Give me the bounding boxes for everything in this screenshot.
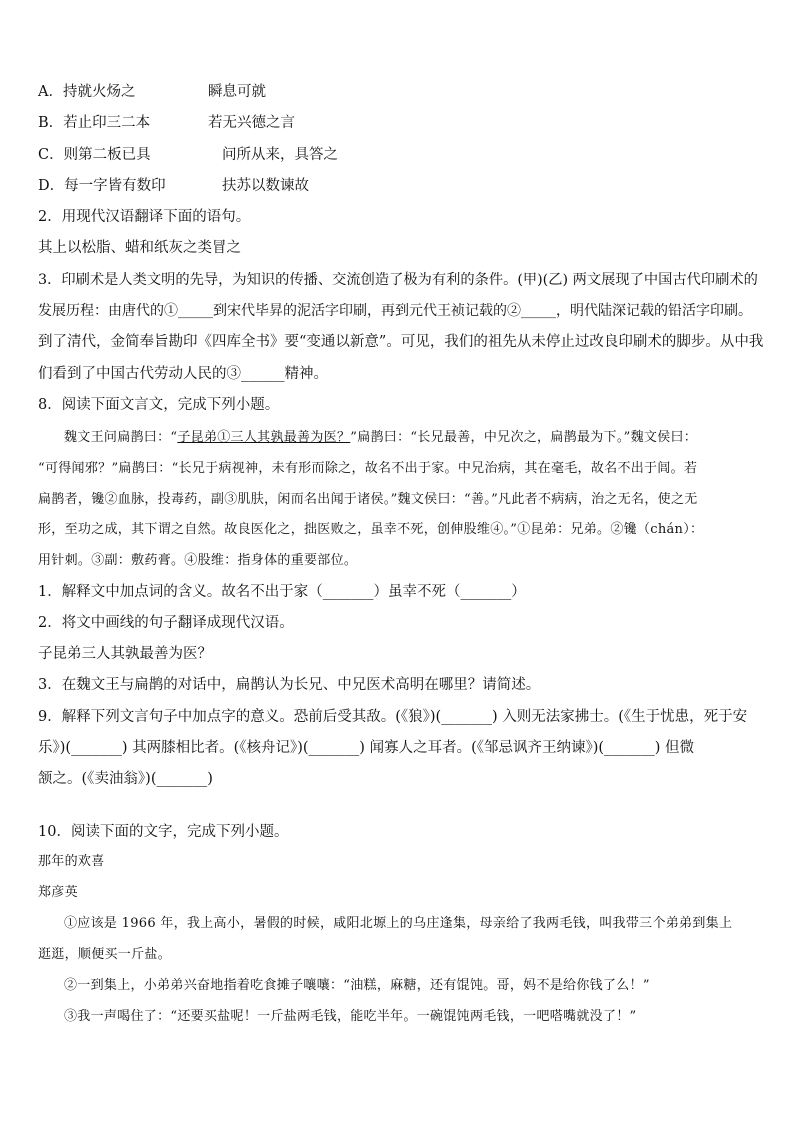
q9-line-1: 9．解释下列文言句子中加点字的意义。恐前后受其敌。(《狼》)(_______) 入则无法家拂士。(《生于忧患，死于安 xyxy=(38,709,748,725)
option-c-left: C．则第二板已具 xyxy=(38,147,151,163)
q10-para-2: ②一到集上，小弟弟兴奋地指着吃食摊子嚷嚷：“油糕，麻糖，还有馄饨。哥，妈不是给你钱了么！” xyxy=(64,978,650,993)
option-c xyxy=(38,145,151,165)
q8-sub1: 1．解释文中加点词的含义。故名不出于家（_______）虽幸不死（_______） xyxy=(38,584,526,600)
q3-line-4: 们看到了中国古代劳动人民的③______精神。 xyxy=(38,366,328,382)
q2-title: 2．用现代汉语翻译下面的语句。 xyxy=(38,209,251,225)
option-b-left: B．若止印三二本 xyxy=(38,115,151,131)
option-b xyxy=(38,113,150,133)
option-c-right: 问所从来，具答之 xyxy=(222,147,338,163)
option-a xyxy=(38,82,135,102)
q8-passage-line-1 xyxy=(64,428,697,448)
q10-article-title: 那年的欢喜 xyxy=(38,854,105,869)
q8-passage-line-5: 用针刺。③副：敷药膏。④股维：指身体的重要部位。 xyxy=(38,553,358,568)
q8-passage-line-3: 扁鹊者，镵②血脉，投毒药，副③肌肤，闲而名出闻于诸侯。”魏文侯曰：“善。”凡此者不病病，治之无名，使之无 xyxy=(38,492,698,507)
option-a-left: A．持就火炀之 xyxy=(38,84,136,100)
q8-passage-1a: 魏文王问扁鹊曰：“ xyxy=(64,430,178,445)
q8-passage-1b: ”扁鹊曰：“长兄最善，中兄次之，扁鹊最为下。”魏文侯曰： xyxy=(350,430,698,445)
option-d xyxy=(38,176,166,196)
q2-sentence: 其上以松脂、蜡和纸灰之类冒之 xyxy=(38,240,241,256)
q8-sub2-sentence: 子昆弟三人其孰最善为医？ xyxy=(38,646,212,662)
q10-para-3: ③我一声喝住了：“还要买盐呢！一斤盐两毛钱，能吃半年。一碗馄饨两毛钱，一吧嗒嘴就没了！” xyxy=(64,1009,637,1024)
q9-line-3: 颔之。(《卖油翁》)(_______) xyxy=(38,771,213,787)
q10-author: 郑彦英 xyxy=(38,885,78,900)
option-a-right: 瞬息可就 xyxy=(208,84,266,100)
q8-sub2: 2．将文中画线的句子翻译成现代汉语。 xyxy=(38,615,294,631)
option-b-right: 若无兴德之言 xyxy=(208,115,295,131)
q8-passage-line-2: “可得闻邪？”扁鹊曰：“长兄于病视神，未有形而除之，故名不出于家。中兄治病，其在毫毛，故名不出于闾。若 xyxy=(38,461,698,476)
q10-para-1a: ①应该是 1966 年，我上高小，暑假的时候，咸阳北塬上的乌庄逢集，母亲给了我两毛钱，叫我带三个弟弟到集上 xyxy=(64,916,733,931)
q9-line-2: 乐》)(_______) 其两膝相比者。(《核舟记》)(_______) 闻寡人之耳者。(《邹忌讽齐王纳谏》)(_______) 但微 xyxy=(38,740,695,756)
q8-passage-line-4: 形，至功之成，其下谓之自然。故良医化之，拙医败之，虽幸不死，创伸股维④。”①昆弟：兄弟。②镵（chán）： xyxy=(38,522,704,537)
option-d-left: D．每一字皆有数印 xyxy=(38,178,166,194)
q3-line-2: 发展历程：由唐代的①_____到宋代毕昇的泥活字印刷，再到元代王祯记载的②_____，明代陆深记载的铅活字印刷。 xyxy=(38,303,752,319)
q8-underlined-sentence: 子昆弟①三人其孰最善为医？ xyxy=(177,430,351,445)
q3-line-3: 到了清代，金简奉旨勘印《四库全书》要“变通以新意”。可见，我们的祖先从未停止过改良印刷术的脚步。从中我 xyxy=(38,334,764,350)
q10-title: 10．阅读下面的文字，完成下列小题。 xyxy=(38,824,289,840)
q3-line-1: 3．印刷术是人类文明的先导，为知识的传播、交流创造了极为有利的条件。(甲)(乙) 两文展现了中国古代印刷术的 xyxy=(38,272,758,288)
q8-sub3: 3．在魏文王与扁鹊的对话中，扁鹊认为长兄、中兄医术高明在哪里？请简述。 xyxy=(38,677,541,693)
q8-title: 8．阅读下面文言文，完成下列小题。 xyxy=(38,397,280,413)
option-d-right: 扶苏以数谏故 xyxy=(222,178,309,194)
q10-para-1b: 逛逛，顺便买一斤盐。 xyxy=(38,947,172,962)
